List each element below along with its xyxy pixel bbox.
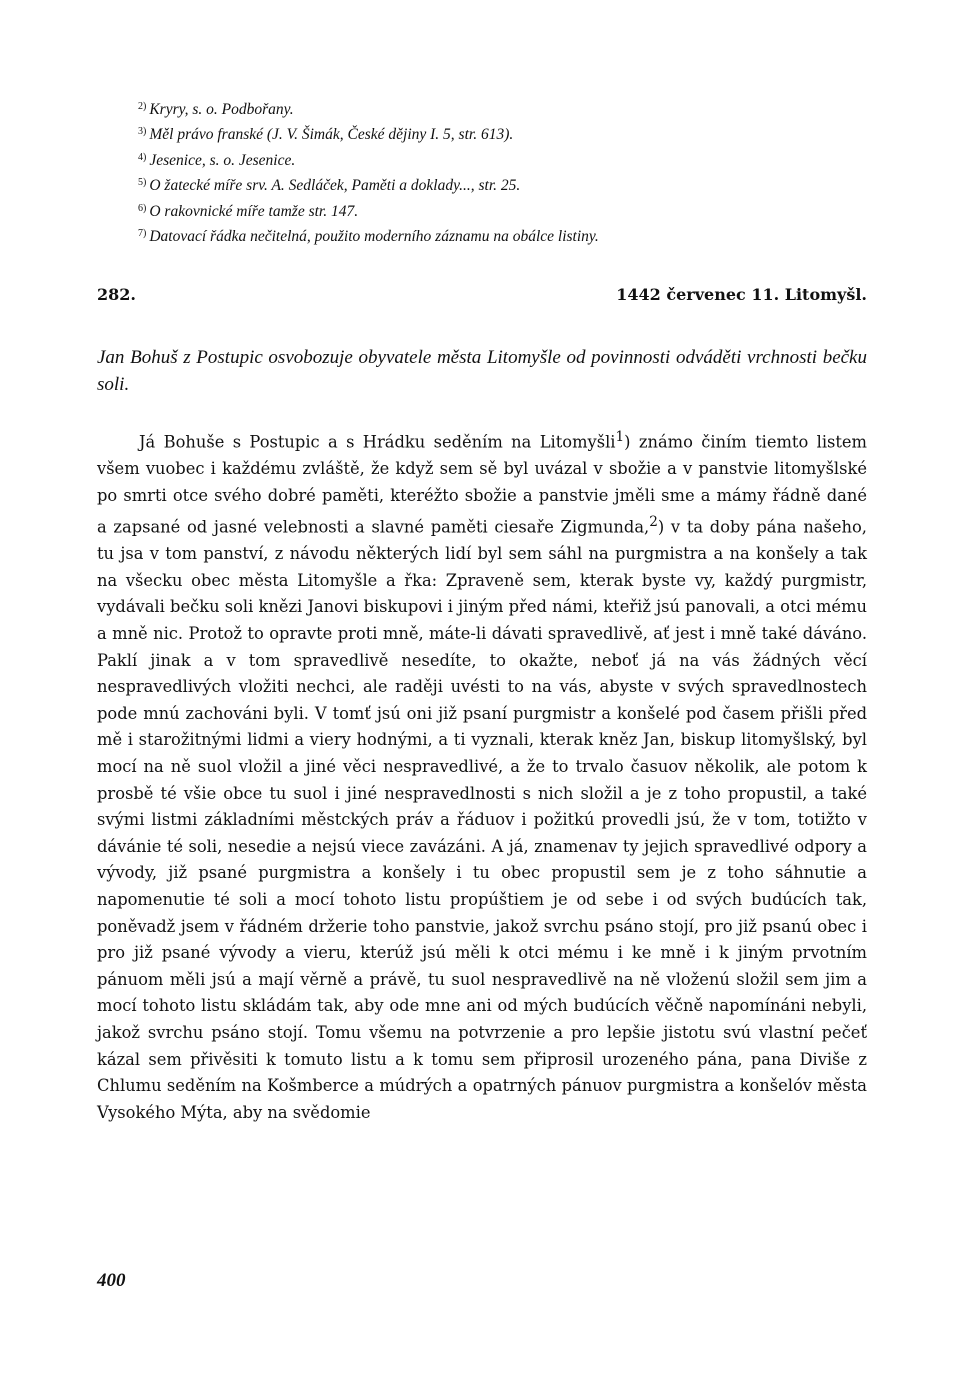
footnote-mark: 2) [138, 101, 147, 112]
body-text-part: Já Bohuše s Postupic a s Hrádku seděním na Litomyšli [139, 432, 616, 452]
page-number: 400 [97, 1270, 126, 1291]
footnote-mark: 3) [138, 126, 147, 138]
footnotes-list [138, 96, 878, 248]
footnote [138, 172, 878, 197]
footnote [138, 198, 878, 223]
footnote-reference: 2 [649, 514, 658, 531]
document-body [97, 424, 867, 1126]
footnote-text: Měl právo franské (J. V. Šimák, České dějiny I. 5, str. 613). [149, 126, 514, 144]
footnote [138, 96, 878, 121]
footnote-mark: 6) [138, 202, 147, 214]
body-text-part: ) známo činím tiemto listem všem vuobec i každému zvláště, že když sem sě byl uvázal v sbožie a v panstvie litomyšlské po smrti otce svého dobré paměti, kteréžto sbožie a panstvie jměli sme a mámy řádně dané a zapsané od jasné velebnosti a slavné paměti ciesaře Zigmunda, [97, 432, 867, 537]
footnote [138, 223, 878, 248]
document-header [97, 285, 867, 311]
footnote-text: Kryry, s. o. Podbořany. [149, 101, 294, 118]
footnote-mark: 5) [138, 177, 147, 189]
footnote-mark: 4) [138, 151, 147, 163]
footnote-text: Jesenice, s. o. Jesenice. [149, 151, 296, 169]
footnote-mark: 7) [138, 228, 147, 240]
footnote-text: Datovací řádka nečitelná, použito moderního záznamu na obálce listiny. [149, 228, 599, 246]
footnote-text: O žatecké míře srv. A. Sedláček, Paměti a doklady..., str. 25. [149, 177, 521, 195]
footnote-text: O rakovnické míře tamže str. 147. [149, 202, 359, 220]
document-date-place: 1442 červenec 11. Litomyšl. [616, 285, 867, 304]
document-number: 282. [97, 285, 136, 304]
body-text-part: ) v ta doby pána našeho, tu jsa v tom panství, z návodu některých lidí byl sem sáhl na purgmistra a na konšely a tak na všecku obec města Litomyšle a řka: Zpraveně sem, kterak byste vy, každý purgmistr, vydávali bečku soli knězi Janovi biskupovi i jiným před námi, kteřiž jsú panovali, a otci mému a mně nic. Protož to opravte proti mně, máte-li dávati spravedlivě, ať jest i mně také dáváno. Paklí jinak a v tom spravedlivě nesedíte, to okažte, neboť já na vás žádných věcí nespravedlivých vložiti nechci, ale raději uvésti to na vás, abyste v svých spravedlnostech pode mnú zachováni byli. V tomť jsú oni již psaní purgmistr a konšelé pod časem přišli před mě i starožitnými lidmi a viery hodnými, a ti vyznali, kterak kněz Jan, biskup litomyšlský, byl mocí na ně suol vložil a jiné věci nespravedlivé, a že to trvalo časuov několik, ale potom k prosbě té všie obce tu suol i jiné nespravedlnosti s nich složil a je z toho propustil, a také svými listmi základními městckých práv a řáduov i požitkú provedli jsú, že v tom, totižto v dávánie té soli, nesedie a nejsú viece zavázáni. A já, znamenav ty jejich spravedlivé odpory a vývody, již psané purgmistra a konšely i tu obec propustil sem je z toho sáhnutie a napomenutie té soli a mocí tohoto listu propúštiem je od sebe i od svých budúcích tak, poněvadž jsem v řádném držerie toho panstvie, jakož svrchu psáno stojí, pro již psanú obec i pro již psané vývody a vieru, kterúž jsú měli k otci mému i ke mně i k jiným prvotním pánuom měli jsú a mají věrně a právě, tu suol nespravedlivě na ně vloženú složil sem jim a mocí tohoto listu skládám tak, aby ode mne ani od mých budúcích věčně napomínáni nebyli, jakož svrchu psáno stojí. Tomu všemu na potvrzenie a pro lepšie jistotu svú vlastní pečeť kázal sem přivěsiti k tomuto listu a k tomu sem připrosil urozeného pána, pana Diviše z Chlumu seděním na Košmberce a múdrých a opatrných pánuov purgmistra a konšelóv města Vysokého Mýta, aby na svědomie [97, 517, 867, 1122]
footnote-reference: 1 [615, 429, 625, 445]
document-regest: Jan Bohuš z Postupic osvobozuje obyvatele města Litomyšle od povinnosti odváděti vrchnosti bečku soli. [97, 347, 867, 395]
footnote [138, 147, 878, 172]
footnote [138, 121, 878, 146]
